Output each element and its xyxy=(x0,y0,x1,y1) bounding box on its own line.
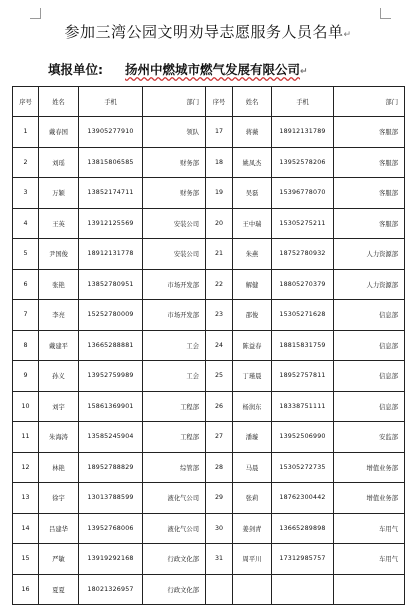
cell-name: 孙义 xyxy=(39,361,79,392)
table-row xyxy=(13,422,405,453)
cell-index: 10 xyxy=(13,391,39,422)
cell-phone: 13952768006 xyxy=(79,513,143,544)
cell-name: 邵俊 xyxy=(233,300,272,331)
cell-name: 周平川 xyxy=(233,544,272,575)
cell-index: 16 xyxy=(13,574,39,605)
cell-dept: 客服部 xyxy=(334,178,405,209)
cell-phone: 18952788829 xyxy=(79,452,143,483)
cell-name: 吴磊 xyxy=(233,178,272,209)
cell-name: 吕建华 xyxy=(39,513,79,544)
cell-dept: 工程部 xyxy=(143,391,206,422)
cell-name: 戴建平 xyxy=(39,330,79,361)
cell-name: 丁瑾晨 xyxy=(233,361,272,392)
page-corner-mark-left xyxy=(30,8,41,19)
header-name: 姓名 xyxy=(39,87,79,117)
paragraph-mark-icon: ↵ xyxy=(300,67,308,77)
cell-phone: 18338751111 xyxy=(272,391,334,422)
cell-phone: 18752780932 xyxy=(272,239,334,270)
cell-name: 姚凤杰 xyxy=(233,147,272,178)
document-title xyxy=(0,21,416,42)
cell-phone: 13919292168 xyxy=(79,544,143,575)
cell-phone: 18805270379 xyxy=(272,269,334,300)
cell-phone: 13852174711 xyxy=(79,178,143,209)
cell-name: 蒋薇 xyxy=(233,117,272,148)
cell-phone: 13912125569 xyxy=(79,208,143,239)
cell-name: 林艳 xyxy=(39,452,79,483)
cell-index: 30 xyxy=(206,513,233,544)
table-row xyxy=(13,147,405,178)
cell-name: 朱海涛 xyxy=(39,422,79,453)
cell-dept: 液化气公司 xyxy=(143,483,206,514)
cell-index: 22 xyxy=(206,269,233,300)
cell-phone: 18021326957 xyxy=(79,574,143,605)
cell-phone: 15252780009 xyxy=(79,300,143,331)
cell-dept: 行政文化部 xyxy=(143,574,206,605)
cell-phone: 18762300442 xyxy=(272,483,334,514)
cell-name: 王英 xyxy=(39,208,79,239)
cell-name: 徐宇 xyxy=(39,483,79,514)
table-row xyxy=(13,208,405,239)
cell-dept: 信息部 xyxy=(334,330,405,361)
cell-dept: 信息部 xyxy=(334,361,405,392)
cell-name: 万颖 xyxy=(39,178,79,209)
cell-phone: 18952757811 xyxy=(272,361,334,392)
cell-phone: 15861369901 xyxy=(79,391,143,422)
table-row xyxy=(13,544,405,575)
cell-phone: 13665288881 xyxy=(79,330,143,361)
cell-phone: 18912131778 xyxy=(79,239,143,270)
cell-phone: 13815806585 xyxy=(79,147,143,178)
cell-name: 王中瑞 xyxy=(233,208,272,239)
cell-phone: 15305272735 xyxy=(272,452,334,483)
cell-index: 6 xyxy=(13,269,39,300)
volunteer-table xyxy=(12,86,405,605)
cell-dept: 信息部 xyxy=(334,391,405,422)
cell-dept: 人力资源部 xyxy=(334,269,405,300)
cell-name: 姜剑青 xyxy=(233,513,272,544)
cell-index: 21 xyxy=(206,239,233,270)
cell-dept: 安装公司 xyxy=(143,239,206,270)
cell-phone: 13952759989 xyxy=(79,361,143,392)
cell-dept: 工程部 xyxy=(143,422,206,453)
cell-dept: 市场开发部 xyxy=(143,300,206,331)
table-row xyxy=(13,391,405,422)
cell-index: 8 xyxy=(13,330,39,361)
cell-dept: 车用气 xyxy=(334,544,405,575)
cell-phone xyxy=(272,574,334,605)
cell-dept: 车用气 xyxy=(334,513,405,544)
cell-phone: 15305275211 xyxy=(272,208,334,239)
cell-name: 陈益春 xyxy=(233,330,272,361)
cell-index: 12 xyxy=(13,452,39,483)
cell-index: 23 xyxy=(206,300,233,331)
cell-dept: 安监部 xyxy=(334,422,405,453)
cell-name: 戴春国 xyxy=(39,117,79,148)
cell-name: 夏夏 xyxy=(39,574,79,605)
cell-phone: 13013788599 xyxy=(79,483,143,514)
header-dept: 部门 xyxy=(334,87,405,117)
cell-name: 李亮 xyxy=(39,300,79,331)
cell-phone: 13852780951 xyxy=(79,269,143,300)
cell-name: 严敏 xyxy=(39,544,79,575)
header-phone: 手机 xyxy=(79,87,143,117)
cell-index: 29 xyxy=(206,483,233,514)
cell-index: 31 xyxy=(206,544,233,575)
cell-index: 19 xyxy=(206,178,233,209)
cell-index: 2 xyxy=(13,147,39,178)
table-row xyxy=(13,513,405,544)
cell-phone: 15396778070 xyxy=(272,178,334,209)
cell-index: 9 xyxy=(13,361,39,392)
cell-phone: 18815831759 xyxy=(272,330,334,361)
cell-dept: 增值业务部 xyxy=(334,483,405,514)
cell-index: 18 xyxy=(206,147,233,178)
cell-phone: 15305271628 xyxy=(272,300,334,331)
cell-dept: 客服部 xyxy=(334,208,405,239)
cell-dept: 工会 xyxy=(143,330,206,361)
unit-line xyxy=(48,60,308,78)
cell-index: 26 xyxy=(206,391,233,422)
cell-name: 刘宇 xyxy=(39,391,79,422)
cell-name: 张莉 xyxy=(233,483,272,514)
cell-name: 尹国俊 xyxy=(39,239,79,270)
table-row xyxy=(13,117,405,148)
cell-phone: 13952506990 xyxy=(272,422,334,453)
header-name: 姓名 xyxy=(233,87,272,117)
table-row xyxy=(13,239,405,270)
cell-name: 杨润东 xyxy=(233,391,272,422)
cell-index: 4 xyxy=(13,208,39,239)
header-dept: 部门 xyxy=(143,87,206,117)
cell-name: 潘璇 xyxy=(233,422,272,453)
table-row xyxy=(13,330,405,361)
cell-index: 24 xyxy=(206,330,233,361)
cell-name: 马晨 xyxy=(233,452,272,483)
cell-dept: 增值业务部 xyxy=(334,452,405,483)
cell-dept: 财务部 xyxy=(143,147,206,178)
header-phone: 手机 xyxy=(272,87,334,117)
page-corner-mark-right xyxy=(380,8,391,19)
cell-name: 刘瑶 xyxy=(39,147,79,178)
cell-dept: 领队 xyxy=(143,117,206,148)
cell-index: 11 xyxy=(13,422,39,453)
table-row xyxy=(13,361,405,392)
cell-dept: 人力资源部 xyxy=(334,239,405,270)
header-index: 序号 xyxy=(206,87,233,117)
table-row xyxy=(13,300,405,331)
cell-name xyxy=(233,574,272,605)
table-row xyxy=(13,574,405,605)
cell-dept: 财务部 xyxy=(143,178,206,209)
cell-dept: 信息部 xyxy=(334,300,405,331)
cell-index: 5 xyxy=(13,239,39,270)
table-row xyxy=(13,483,405,514)
cell-dept xyxy=(334,574,405,605)
unit-label: 填报单位: xyxy=(48,62,103,77)
cell-index: 3 xyxy=(13,178,39,209)
cell-dept: 客服部 xyxy=(334,117,405,148)
table-row xyxy=(13,269,405,300)
cell-dept: 工会 xyxy=(143,361,206,392)
cell-dept: 液化气公司 xyxy=(143,513,206,544)
cell-dept: 市场开发部 xyxy=(143,269,206,300)
cell-index: 14 xyxy=(13,513,39,544)
paragraph-mark-icon: ↵ xyxy=(343,30,352,40)
cell-phone: 13585245904 xyxy=(79,422,143,453)
cell-index: 27 xyxy=(206,422,233,453)
cell-dept: 综管部 xyxy=(143,452,206,483)
cell-index xyxy=(206,574,233,605)
cell-name: 朱燕 xyxy=(233,239,272,270)
cell-index: 13 xyxy=(13,483,39,514)
table-header-row xyxy=(13,87,405,117)
cell-name: 解健 xyxy=(233,269,272,300)
cell-index: 20 xyxy=(206,208,233,239)
cell-dept: 安装公司 xyxy=(143,208,206,239)
cell-phone: 13665289898 xyxy=(272,513,334,544)
cell-dept: 行政文化部 xyxy=(143,544,206,575)
cell-name: 张艳 xyxy=(39,269,79,300)
cell-phone: 13905277910 xyxy=(79,117,143,148)
cell-index: 7 xyxy=(13,300,39,331)
document-title-text: 参加三湾公园文明劝导志愿服务人员名单 xyxy=(64,23,344,41)
cell-index: 17 xyxy=(206,117,233,148)
cell-index: 25 xyxy=(206,361,233,392)
cell-index: 28 xyxy=(206,452,233,483)
cell-phone: 17312985757 xyxy=(272,544,334,575)
cell-index: 1 xyxy=(13,117,39,148)
header-index: 序号 xyxy=(13,87,39,117)
unit-name: 扬州中燃城市燃气发展有限公司 xyxy=(125,62,301,77)
cell-phone: 13952578206 xyxy=(272,147,334,178)
cell-dept: 客服部 xyxy=(334,147,405,178)
table-row xyxy=(13,178,405,209)
table-row xyxy=(13,452,405,483)
cell-index: 15 xyxy=(13,544,39,575)
cell-phone: 18912131789 xyxy=(272,117,334,148)
